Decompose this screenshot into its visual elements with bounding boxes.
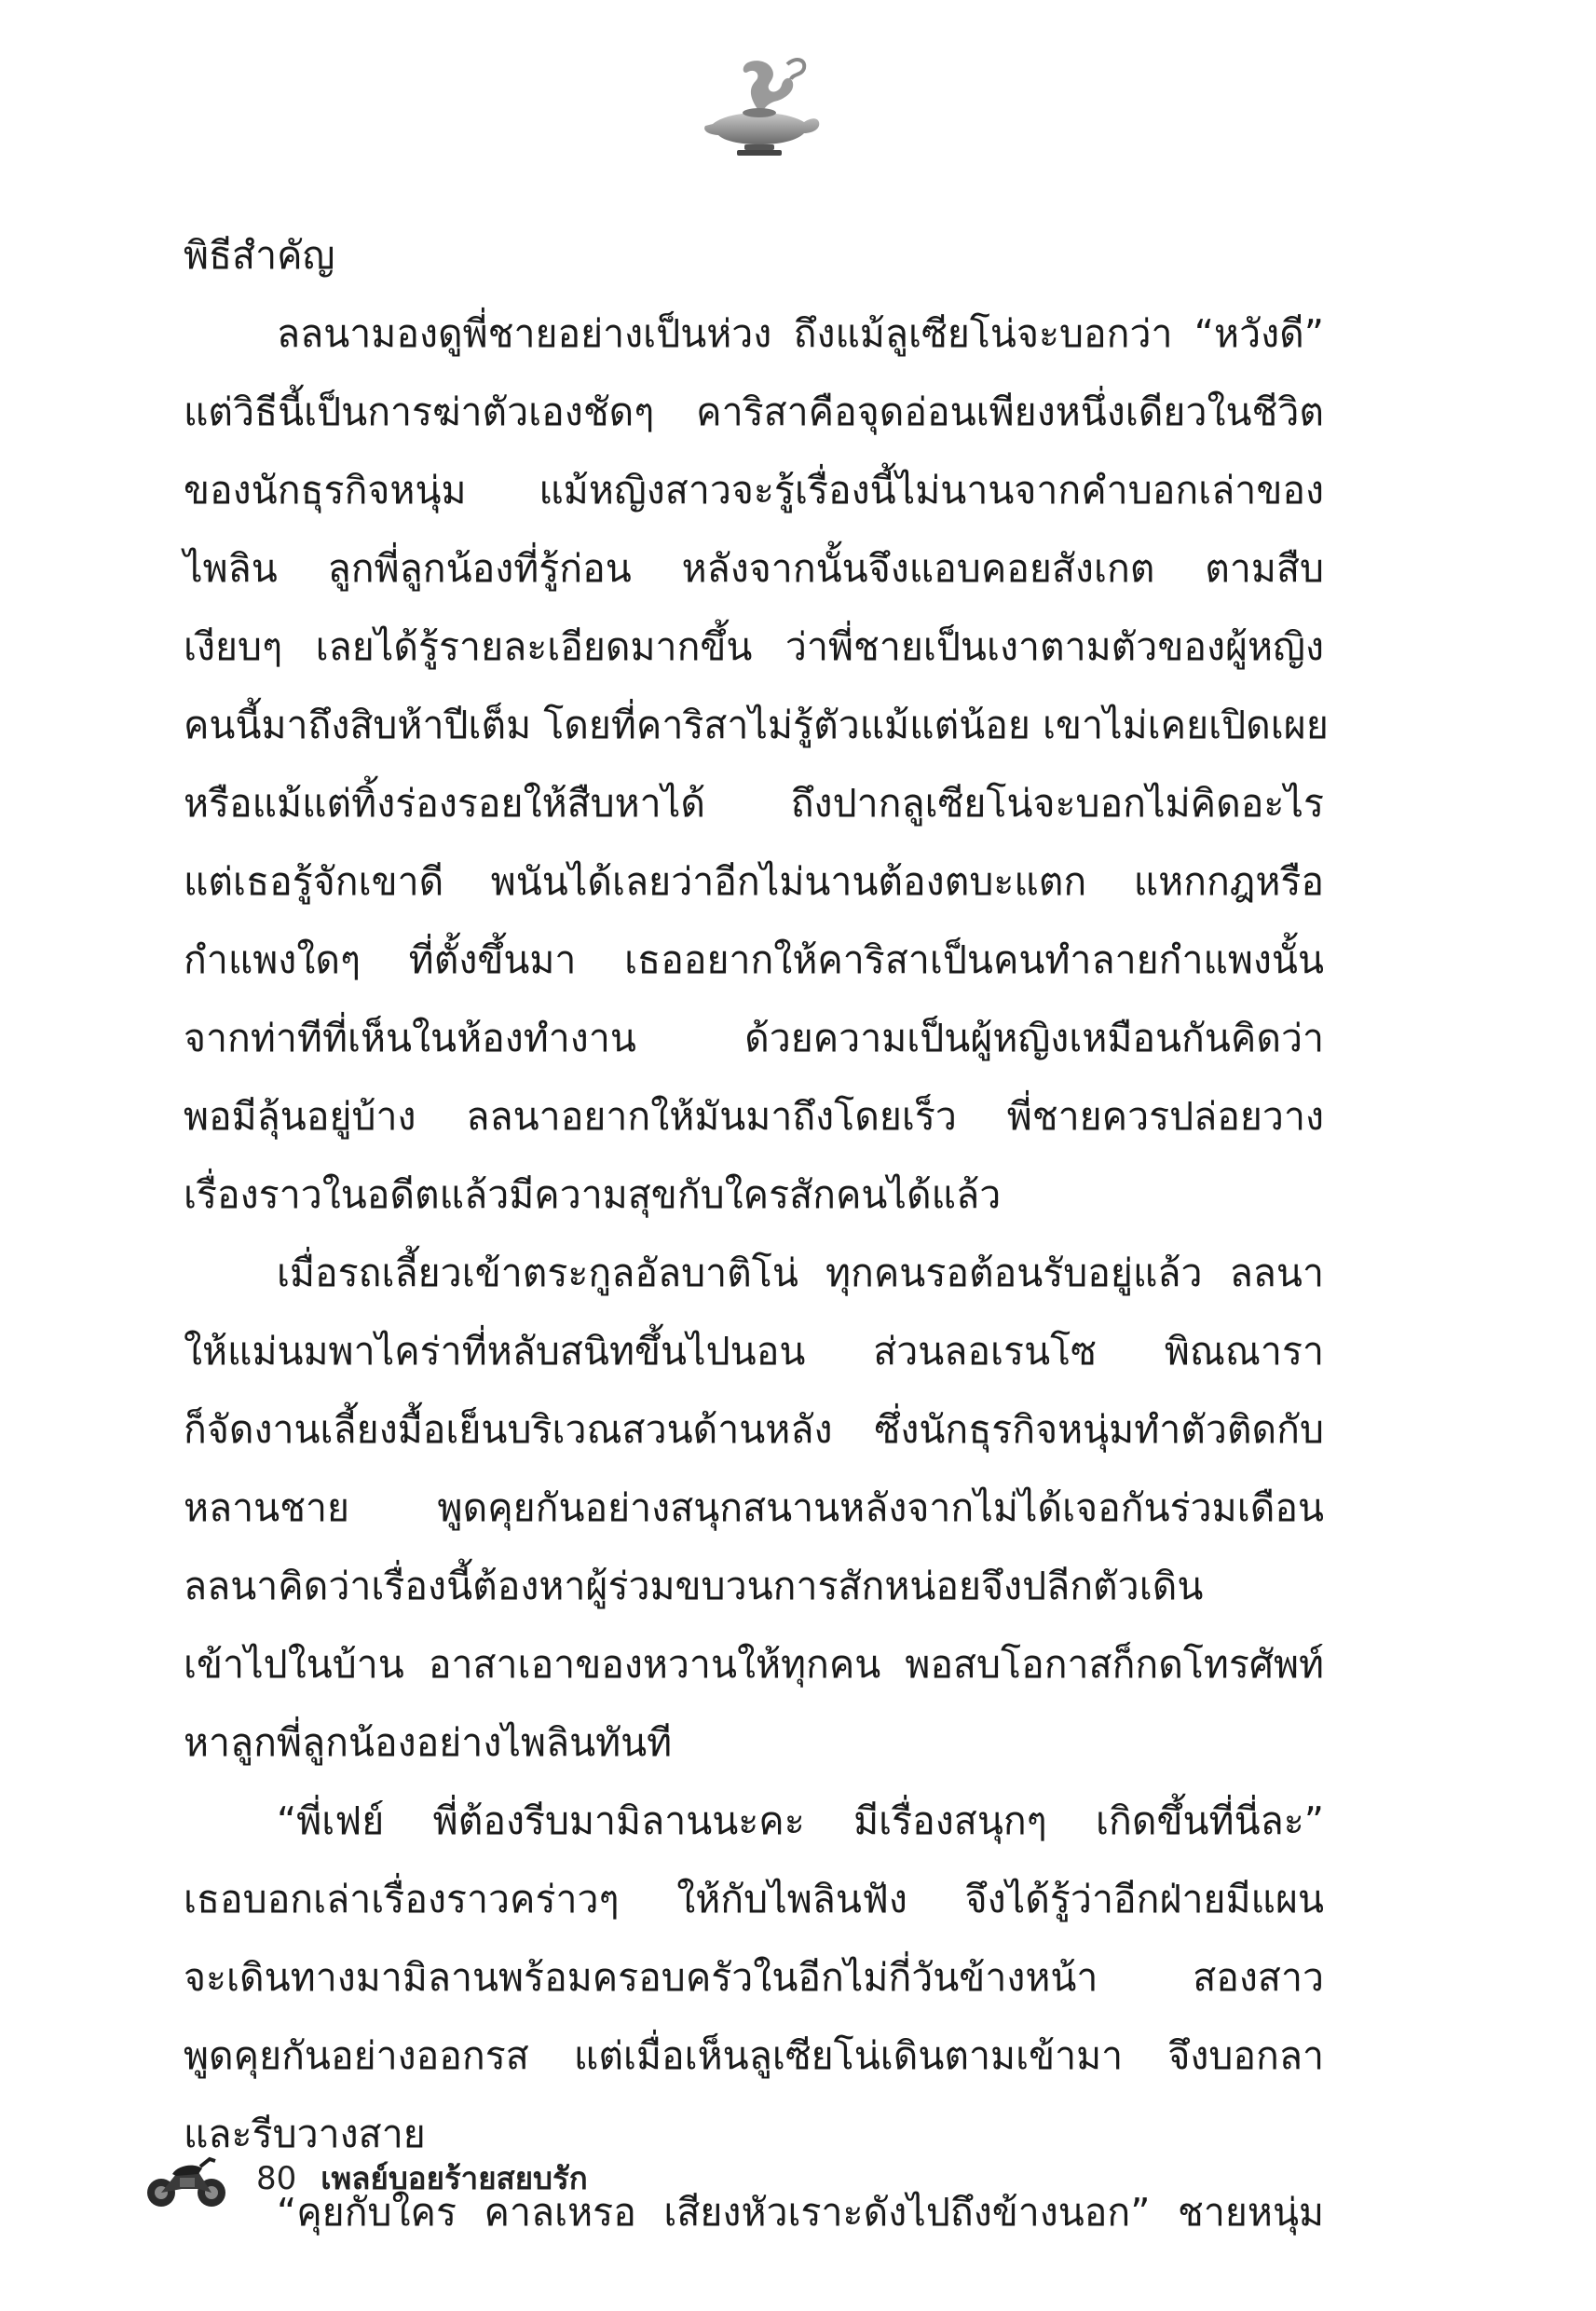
text-line: เงียบๆ เลยได้รู้รายละเอียดมากขึ้น ว่าพี่ชายเป็นเงาตามตัวของผู้หญิง bbox=[184, 624, 1324, 669]
text-line: จะเดินทางมามิลานพร้อมครอบครัวในอีกไม่กี่วันข้างหน้า สองสาว bbox=[184, 1955, 1324, 2000]
text-line: “พี่เฟย์ พี่ต้องรีบมามิลานนะคะ มีเรื่องสนุกๆ เกิดขึ้นที่นี่ละ” bbox=[277, 1798, 1324, 1843]
text-line: พิธีสำคัญ bbox=[184, 233, 335, 278]
text-line: หาลูกพี่ลูกน้องอย่างไพลินทันที bbox=[184, 1720, 673, 1765]
text-line: คนนี้มาถึงสิบห้าปีเต็ม โดยที่คาริสาไม่รู้ตัวแม้แต่น้อย เขาไม่เคยเปิดเผย bbox=[184, 703, 1329, 747]
text-line: กำแพงใดๆ ที่ตั้งขึ้นมา เธออยากให้คาริสาเป็นคนทำลายกำแพงนั้น bbox=[184, 937, 1324, 982]
text-line: พอมีลุ้นอยู่บ้าง ลลนาอยากให้มันมาถึงโดยเร็ว พี่ชายควรปล่อยวาง bbox=[184, 1094, 1324, 1139]
text-line: ไพลิน ลูกพี่ลูกน้องที่รู้ก่อน หลังจากนั้นจึงแอบคอยสังเกต ตามสืบ bbox=[184, 546, 1324, 591]
text-line: ลลนามองดูพี่ชายอย่างเป็นห่วง ถึงแม้ลูเซียโน่จะบอกว่า “หวังดี” bbox=[277, 311, 1324, 356]
text-line: แต่วิธีนี้เป็นการฆ่าตัวเองชัดๆ คาริสาคือจุดอ่อนเพียงหนึ่งเดียวในชีวิต bbox=[184, 390, 1324, 434]
genie-lamp-icon bbox=[694, 51, 825, 158]
text-line: เข้าไปในบ้าน อาสาเอาของหวานให้ทุกคน พอสบโอกาสก็กดโทรศัพท์ bbox=[184, 1642, 1324, 1687]
text-line: เมื่อรถเลี้ยวเข้าตระกูลอัลบาติโน่ ทุกคนรอต้อนรับอยู่แล้ว ลลนา bbox=[277, 1251, 1324, 1295]
text-line: เรื่องราวในอดีตแล้วมีความสุขกับใครสักคนได้แล้ว bbox=[184, 1172, 1002, 1217]
text-line: จากท่าทีที่เห็นในห้องทำงาน ด้วยความเป็นผู้หญิงเหมือนกันคิดว่า bbox=[184, 1016, 1324, 1060]
motorcycle-icon bbox=[144, 2146, 228, 2211]
body-text bbox=[184, 216, 1329, 2251]
page-number: 80 bbox=[256, 2159, 297, 2197]
text-line: ของนักธุรกิจหนุ่ม แม้หญิงสาวจะรู้เรื่องนี้ไม่นานจากคำบอกเล่าของ bbox=[184, 468, 1324, 513]
text-line: ให้แม่นมพาไคร่าที่หลับสนิทขึ้นไปนอน ส่วนลอเรนโซ พิณณารา bbox=[184, 1329, 1324, 1374]
text-line: หรือแม้แต่ทิ้งร่องรอยให้สืบหาได้ ถึงปากลูเซียโน่จะบอกไม่คิดอะไร bbox=[184, 781, 1324, 826]
text-line: พูดคุยกันอย่างออกรส แต่เมื่อเห็นลูเซียโน่เดินตามเข้ามา จึงบอกลา bbox=[184, 2033, 1324, 2078]
text-line: หลานชาย พูดคุยกันอย่างสนุกสนานหลังจากไม่ได้เจอกันร่วมเดือน bbox=[184, 1485, 1324, 1530]
page-footer bbox=[144, 2143, 588, 2213]
text-line: “คุยกับใคร คาลเหรอ เสียงหัวเราะดังไปถึงข้างนอก” ชายหนุ่ม bbox=[277, 2190, 1324, 2235]
text-line: และรีบวางสาย bbox=[184, 2112, 426, 2156]
text-line: แต่เธอรู้จักเขาดี พนันได้เลยว่าอีกไม่นานต้องตบะแตก แหกกฎหรือ bbox=[184, 859, 1324, 904]
text-line: เธอบอกเล่าเรื่องราวคร่าวๆ ให้กับไพลินฟัง จึงได้รู้ว่าอีกฝ่ายมีแผน bbox=[184, 1877, 1324, 1921]
text-line: ก็จัดงานเลี้ยงมื้อเย็นบริเวณสวนด้านหลัง ซึ่งนักธุรกิจหนุ่มทำตัวติดกับ bbox=[184, 1407, 1324, 1452]
book-title: เพลย์บอยร้ายสยบรัก bbox=[321, 2160, 588, 2196]
text-line: ลลนาคิดว่าเรื่องนี้ต้องหาผู้ร่วมขบวนการสักหน่อยจึงปลีกตัวเดิน bbox=[184, 1564, 1204, 1608]
